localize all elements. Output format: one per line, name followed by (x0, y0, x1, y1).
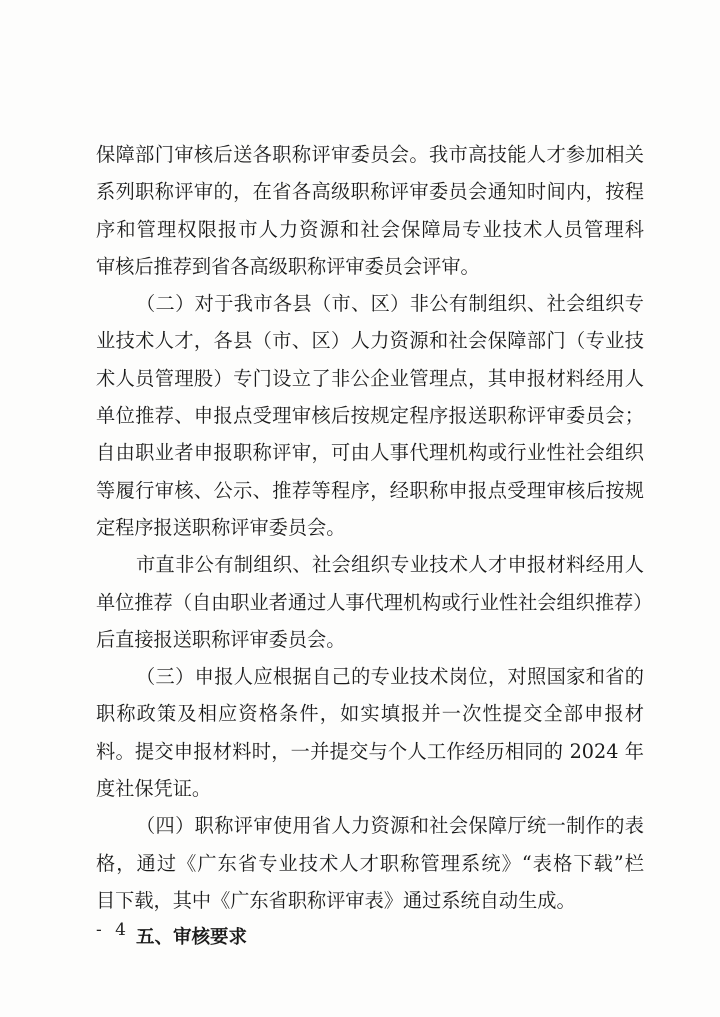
text-line: 自由职业者申报职称评审，可由人事代理机构或行业性社会组织 (96, 441, 644, 465)
paragraph-start-line: （二）对于我市各县（市、区）非公有制组织、社会组织专 (136, 292, 644, 316)
body-text (96, 136, 653, 957)
paragraph-start-line: 市直非公有制组织、社会组织专业技术人才申报材料经用人 (136, 553, 644, 577)
text-line: 等履行审核、公示、推荐等程序，经职称申报点受理审核后按规 (96, 478, 644, 502)
section-heading: 五、审核要求 (136, 927, 248, 949)
text-line: 料。提交申报材料时，一并提交与个人工作经历相同的 2024 年 (96, 739, 644, 763)
text-line: 保障部门审核后送各职称评审委员会。我市高技能人才参加相关 (96, 143, 644, 166)
text-line: 审核后推荐到省各高级职称评审委员会评审。 (96, 254, 480, 278)
text-line: 业技术人才，各县（市、区）人力资源和社会保障部门（专业技 (96, 329, 644, 353)
page-number: - 4 - (96, 920, 150, 940)
paragraph-start-line: （三）申报人应根据自己的专业技术岗位，对照国家和省的 (136, 665, 644, 689)
text-line: 后直接报送职称评审委员会。 (96, 627, 346, 651)
text-line: 序和管理权限报市人力资源和社会保障局专业技术人员管理科 (96, 217, 644, 241)
text-line: 度社保凭证。 (96, 777, 212, 801)
text-line: 目下载，其中《广东省职称评审表》通过系统自动生成。 (96, 888, 576, 912)
text-line: 系列职称评审的，在省各高级职称评审委员会通知时间内，按程 (96, 180, 644, 204)
text-line: 定程序报送职称评审委员会。 (96, 515, 346, 539)
text-line: 单位推荐（自由职业者通过人事代理机构或行业性社会组织推荐） (96, 590, 653, 614)
text-line: 单位推荐、申报点受理审核后按规定程序报送职称评审委员会； (96, 404, 644, 428)
text-line: 术人员管理股）专门设立了非公企业管理点，其申报材料经用人 (96, 366, 644, 390)
paragraph-start-line: （四）职称评审使用省人力资源和社会保障厅统一制作的表 (136, 814, 644, 838)
text-line: 职称政策及相应资格条件，如实填报并一次性提交全部申报材 (96, 702, 644, 726)
text-line: 格，通过《广东省专业技术人才职称管理系统》“表格下载”栏 (96, 851, 644, 875)
